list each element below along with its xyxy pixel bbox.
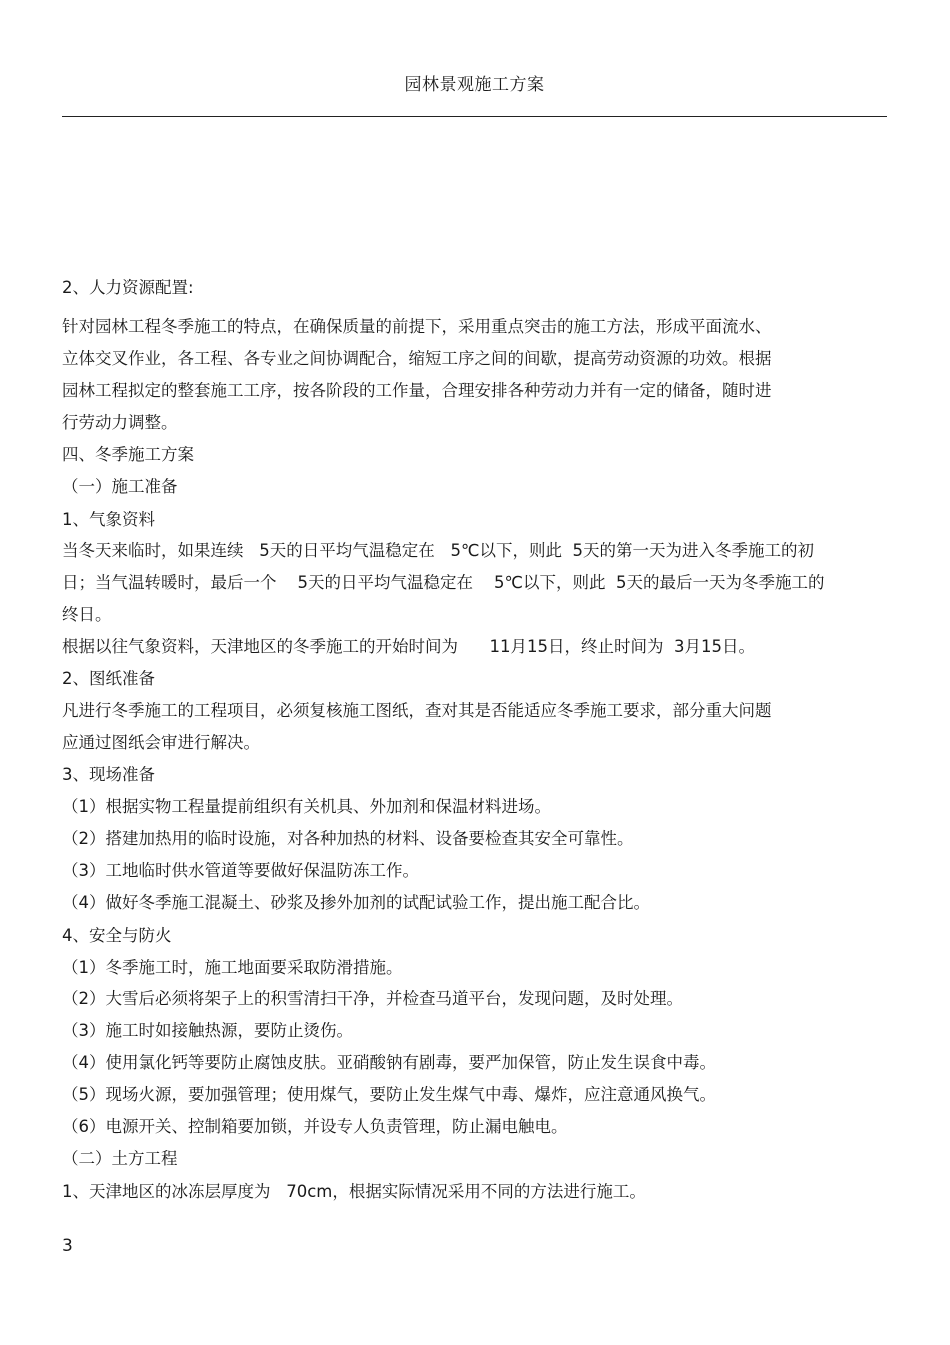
section-heading: 3、现场准备 [62,765,155,784]
header-divider [62,116,887,117]
list-item: （3）工地临时供水管道等要做好保温防冻工作。 [62,861,419,880]
paragraph-line: 立体交叉作业，各工程、各专业之间协调配合，缩短工序之间的间歇，提高劳动资源的功效。根据 [62,349,772,368]
paragraph-line: 1、天津地区的冰冻层厚度为 70cm，根据实际情况采用不同的方法进行施工。 [62,1182,646,1201]
list-item: （4）做好冬季施工混凝土、砂浆及掺外加剂的试配试验工作，提出施工配合比。 [62,893,650,912]
list-item: （6）电源开关、控制箱要加锁，并设专人负责管理，防止漏电触电。 [62,1117,568,1136]
header-title: 园林景观施工方案 [404,75,545,95]
list-item: （3）施工时如接触热源，要防止烫伤。 [62,1021,353,1040]
section-heading: （二）土方工程 [62,1149,178,1168]
paragraph-line: 终日。 [62,605,112,624]
list-item: （5）现场火源，要加强管理；使用煤气，要防止发生煤气中毒、爆炸，应注意通风换气。 [62,1085,716,1104]
section-heading: （一）施工准备 [62,477,178,496]
paragraph-line: 园林工程拟定的整套施工工序，按各阶段的工作量，合理安排各种劳动力并有一定的储备，随时进 [62,381,772,400]
paragraph-line: 行劳动力调整。 [62,413,178,432]
page-number: 3 [62,1236,73,1256]
section-heading: 四、冬季施工方案 [62,445,194,464]
section-heading: 4、安全与防火 [62,926,172,945]
section-heading: 2、图纸准备 [62,669,155,688]
list-item: （2）大雪后必须将架子上的积雪清扫干净，并检查马道平台，发现问题，及时处理。 [62,989,683,1008]
paragraph-line: 日；当气温转暖时，最后一个 5天的日平均气温稳定在 5℃以下，则此 5天的最后一天为冬季施工的 [62,573,825,592]
paragraph-line: 凡进行冬季施工的工程项目，必须复核施工图纸，查对其是否能适应冬季施工要求，部分重大问题 [62,701,772,720]
paragraph-line: 当冬天来临时，如果连续 5天的日平均气温稳定在 5℃以下，则此 5天的第一天为进入冬季施工的初 [62,541,814,560]
list-item: （1）根据实物工程量提前组织有关机具、外加剂和保温材料进场。 [62,797,551,816]
section-heading: 1、气象资料 [62,510,155,529]
list-item: （2）搭建加热用的临时设施，对各种加热的材料、设备要检查其安全可靠性。 [62,829,634,848]
list-item: （1）冬季施工时，施工地面要采取防滑措施。 [62,958,403,977]
paragraph-line: 应通过图纸会审进行解决。 [62,733,260,752]
list-item: （4）使用氯化钙等要防止腐蚀皮肤。亚硝酸钠有剧毒，要严加保管，防止发生误食中毒。 [62,1053,716,1072]
paragraph-line: 根据以往气象资料，天津地区的冬季施工的开始时间为 11月15日，终止时间为 3月15日。 [62,637,755,656]
section-heading: 2、人力资源配置: [62,278,194,297]
paragraph-line: 针对园林工程冬季施工的特点，在确保质量的前提下，采用重点突击的施工方法，形成平面流水、 [62,317,772,336]
